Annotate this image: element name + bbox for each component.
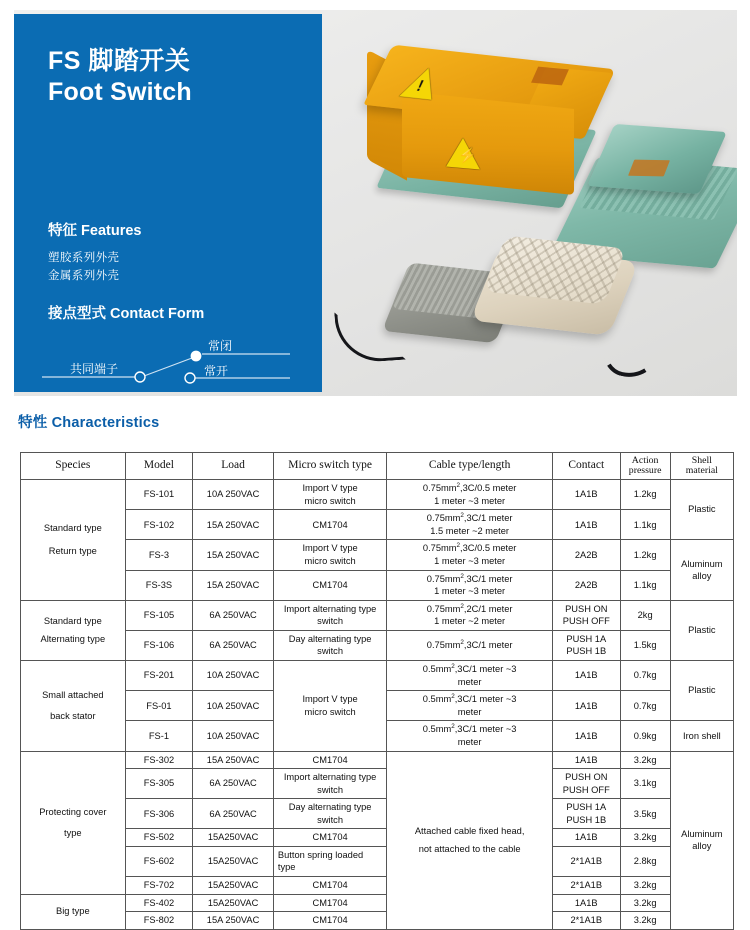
cell-micro: CM1704 [273,876,386,894]
cable-line2: meter [457,706,482,717]
cell-load: 6A 250VAC [193,600,274,630]
cable-area: 0.5mm [422,694,452,705]
cable-line1 [391,542,548,555]
cell-micro: CM1704 [273,570,386,600]
col-micro-switch-type: Micro switch type [273,453,386,480]
cell-shell: Plastic [670,661,733,721]
shell-line1: Aluminum [681,558,723,569]
cell-model: FS-702 [125,876,193,894]
cell-action: 0.7kg [620,661,670,691]
contact-line2: PUSH 1B [566,814,607,825]
product-title-cn: FS 脚踏开关 [48,47,191,75]
species-line1: Standard type [43,523,102,534]
cable-area: 0.75mm [422,483,457,494]
feature-item-1: 金属系列外壳 [48,269,120,282]
species-line2: type [64,827,82,838]
cable-line1 [391,663,548,676]
cable-superscript: 2 [456,482,461,489]
col-species: Species [21,453,126,480]
cell-action: 1.2kg [620,540,670,570]
product-title-en: Foot Switch [48,78,192,107]
cell-micro [273,600,386,630]
species-line2: back stator [50,710,96,721]
contact-line1: PUSH ON [565,603,608,614]
micro-line1: Import V type [302,483,358,494]
contact-nc-label: 常闭 [208,339,233,353]
teal-switch-label [628,160,670,177]
cell-contact: 1A1B [552,721,620,751]
cell-cable [387,540,553,570]
cell-contact [552,799,620,829]
cell-load: 15A250VAC [193,829,274,847]
cell-load: 15A 250VAC [193,540,274,570]
cell-load: 10A 250VAC [193,480,274,510]
micro-line1: Import alternating type [283,603,377,614]
cell-contact: 2*1A1B [552,846,620,876]
cell-cable [387,510,553,540]
cable-line2: meter [457,737,482,748]
cell-contact: 1A1B [552,480,620,510]
cell-micro [273,540,386,570]
cell-cable [387,661,553,691]
cable-superscript: 2 [451,663,455,671]
cell-model: FS-201 [125,661,193,691]
contact-line1: PUSH 1A [566,802,607,813]
cell-load: 6A 250VAC [193,630,274,660]
contact-line1: PUSH 1A [566,633,607,644]
cell-cable [387,691,553,721]
cell-micro [273,799,386,829]
cell-micro: CM1704 [273,912,386,930]
cell-load: 10A 250VAC [193,721,274,751]
contact-no-label: 常开 [204,364,229,378]
cell-contact: 1A1B [552,510,620,540]
cell-model: FS-302 [125,751,193,769]
cell-action: 3.2kg [620,894,670,912]
cell-cable [387,630,553,660]
contact-line2: PUSH 1B [566,646,607,657]
species-line1: Small attached [42,690,104,701]
table-row [21,912,734,930]
cable-line2: not attached to the cable [418,844,521,855]
shell-line1: Aluminum [681,828,723,839]
cell-cable [387,751,553,929]
micro-line2: switch [317,646,344,657]
table-header-row [21,453,734,480]
cable-spec: ,2C/1 meter [463,603,513,614]
cable-line2: 1 meter ~2 meter [434,616,506,627]
cable-spec: ,3C/1 meter [463,573,513,584]
cable-superscript: 2 [460,602,464,610]
cell-model: FS-502 [125,829,193,847]
species-line1: Protecting cover [39,807,107,817]
cell-shell: Iron shell [670,721,733,751]
cable-superscript: 2 [460,572,464,580]
feature-item-0: 塑胶系列外壳 [48,252,120,264]
table-row [21,510,734,540]
species-line2: Alternating type [40,634,106,645]
cable-line1 [391,512,548,525]
cell-model: FS-102 [125,510,193,540]
cell-contact: 2*1A1B [552,876,620,894]
micro-line2: type [277,862,296,873]
cell-load: 6A 250VAC [193,769,274,799]
cable-spec: ,3C/0.5 meter [460,483,517,494]
cell-model: FS-3S [125,570,193,600]
cell-contact: 2A2B [552,540,620,570]
cell-load: 15A 250VAC [193,570,274,600]
col-shell-line2: material [685,465,718,476]
cell-model: FS-1 [125,721,193,751]
cell-action: 1.1kg [620,570,670,600]
col-contact: Contact [552,453,620,480]
exclamation-glyph: ! [413,77,427,96]
table-row [21,846,734,876]
cell-contact: 1A1B [552,691,620,721]
contact-line2: PUSH OFF [562,616,610,627]
cable-superscript: 2 [456,542,461,550]
cell-action: 2.8kg [620,846,670,876]
characteristics-heading: 特性 Characteristics [18,415,160,431]
cell-load: 15A250VAC [193,894,274,912]
cell-micro [273,480,386,510]
col-model: Model [125,453,193,480]
banner-text-panel [14,14,322,392]
cell-shell: Plastic [670,480,733,540]
micro-line2: switch [317,814,344,825]
cell-contact [552,630,620,660]
cell-species [21,480,126,601]
cell-contact [552,769,620,799]
cell-contact [552,600,620,630]
table-row [21,540,734,570]
cable-area: 0.75mm [426,573,461,584]
cell-micro: CM1704 [273,510,386,540]
micro-line1: Day alternating type [288,633,372,644]
cell-action: 3.2kg [620,751,670,769]
cell-contact: 1A1B [552,894,620,912]
contact-form-section [40,302,204,323]
micro-line1: Button spring loaded [277,849,364,860]
cell-contact: 2A2B [552,570,620,600]
cell-model: FS-101 [125,480,193,510]
specifications-table [20,452,734,930]
species-line1: Standard type [43,615,102,626]
cell-shell [670,751,733,929]
cable-spec: ,3C/1 meter [463,640,513,651]
grey-pedal-cable [334,308,405,365]
cell-action: 0.9kg [620,721,670,751]
table-row [21,751,734,769]
table-row [21,661,734,691]
contact-common-label: 共同端子 [70,362,119,376]
cable-line1 [391,693,548,706]
cable-line2: 1 meter ~3 meter [434,495,506,506]
table-row [21,769,734,799]
cable-line1 [391,639,548,652]
cable-area: 0.5mm [422,664,452,675]
cable-line1 [391,482,548,495]
cell-load: 15A250VAC [193,846,274,876]
cable-spec: ,3C/1 meter ~3 [454,664,517,675]
cell-micro [273,846,386,876]
cell-load: 6A 250VAC [193,799,274,829]
cable-line2: 1.5 meter ~2 meter [430,525,510,536]
micro-line1: Import V type [302,694,358,705]
micro-line2: micro switch [304,555,356,566]
cable-line1 [391,723,548,736]
cable-line1 [391,603,548,616]
col-action-line1: Action [631,455,659,467]
col-action-line2: pressure [628,465,662,476]
cable-superscript: 2 [451,723,455,731]
cell-model: FS-01 [125,691,193,721]
cable-spec: ,3C/1 meter ~3 [454,724,517,735]
contact-form-diagram [40,334,296,394]
cell-load: 15A 250VAC [193,751,274,769]
cable-spec: ,3C/1 meter ~3 [454,694,517,705]
cell-load: 15A 250VAC [193,510,274,540]
cell-model: FS-3 [125,540,193,570]
shell-line2: alloy [692,841,712,852]
features-section [40,219,141,286]
cell-contact: 1A1B [552,829,620,847]
cell-action: 2kg [620,600,670,630]
cell-micro: CM1704 [273,751,386,769]
features-heading: 特征 Features [48,223,142,239]
cell-micro [273,630,386,660]
col-cable-type-length: Cable type/length [387,453,553,480]
cell-cable [387,480,553,510]
col-shell-material [670,453,733,480]
micro-line1: Day alternating type [288,802,372,813]
cable-line1 [391,573,548,586]
col-action-pressure [620,453,670,480]
cable-area: 0.75mm [426,603,461,614]
cell-species [21,751,126,894]
cell-load: 10A 250VAC [193,661,274,691]
cell-load: 10A 250VAC [193,691,274,721]
cell-micro: CM1704 [273,829,386,847]
cell-load: 15A 250VAC [193,912,274,930]
lightning-bolt-glyph: ⚡ [458,146,477,166]
cell-shell: Plastic [670,600,733,660]
warning-high-voltage-icon [446,137,480,170]
cable-area: 0.75mm [426,640,461,651]
cell-model: FS-402 [125,894,193,912]
micro-line2: micro switch [304,706,356,717]
cell-micro [273,661,386,752]
cell-micro: CM1704 [273,894,386,912]
cell-action: 3.2kg [620,876,670,894]
table-row [21,630,734,660]
yellow-cover-front [402,91,574,195]
cell-load: 15A250VAC [193,876,274,894]
cable-spec: ,3C/1 meter [463,513,513,524]
cell-action: 1.1kg [620,510,670,540]
cell-model: FS-106 [125,630,193,660]
table-row [21,876,734,894]
contact-form-heading: 接点型式 Contact Form [48,306,205,322]
cable-superscript: 2 [460,512,464,520]
cell-cable [387,570,553,600]
cell-contact: 1A1B [552,661,620,691]
micro-line1: Import alternating type [283,772,377,783]
cell-action: 3.2kg [620,829,670,847]
cell-model: FS-306 [125,799,193,829]
table-row [21,480,734,510]
cable-line2: 1 meter ~3 meter [434,556,506,567]
cell-micro [273,769,386,799]
micro-line2: micro switch [304,495,356,506]
micro-line2: switch [317,784,344,795]
cable-line2: 1 meter ~3 meter [434,586,506,597]
cell-model: FS-105 [125,600,193,630]
cell-contact: 1A1B [552,751,620,769]
micro-line1: Import V type [302,543,358,554]
cell-action: 1.5kg [620,630,670,660]
cell-contact: 2*1A1B [552,912,620,930]
cable-superscript: 2 [460,639,464,647]
cell-model: FS-305 [125,769,193,799]
cell-action: 0.7kg [620,691,670,721]
contact-line2: PUSH OFF [562,784,610,795]
contact-line1: PUSH ON [565,772,608,783]
species-line2: Return type [48,545,97,556]
cell-cable [387,721,553,751]
cell-action: 3.2kg [620,912,670,930]
cell-model: FS-802 [125,912,193,930]
table-row [21,799,734,829]
cell-model: FS-602 [125,846,193,876]
cable-spec: ,3C/0.5 meter [460,543,517,554]
cable-area: 0.75mm [426,513,461,524]
cell-species [21,661,126,752]
micro-line2: switch [317,616,344,627]
product-banner [0,0,750,400]
cable-area: 0.5mm [422,724,452,735]
cell-species: Big type [21,894,126,929]
cable-superscript: 2 [451,693,455,701]
col-shell-line1: Shell [691,455,712,467]
cable-line1: Attached cable fixed head, [414,825,525,836]
cell-action: 3.1kg [620,769,670,799]
table-row [21,600,734,630]
table-row [21,829,734,847]
cell-shell [670,540,733,600]
cell-action: 1.2kg [620,480,670,510]
cell-cable [387,600,553,630]
col-load: Load [193,453,274,480]
cable-line2: meter [457,676,482,687]
table-row [21,570,734,600]
shell-line2: alloy [692,571,712,582]
cable-area: 0.75mm [422,543,457,554]
cell-species [21,600,126,660]
cell-action: 3.5kg [620,799,670,829]
